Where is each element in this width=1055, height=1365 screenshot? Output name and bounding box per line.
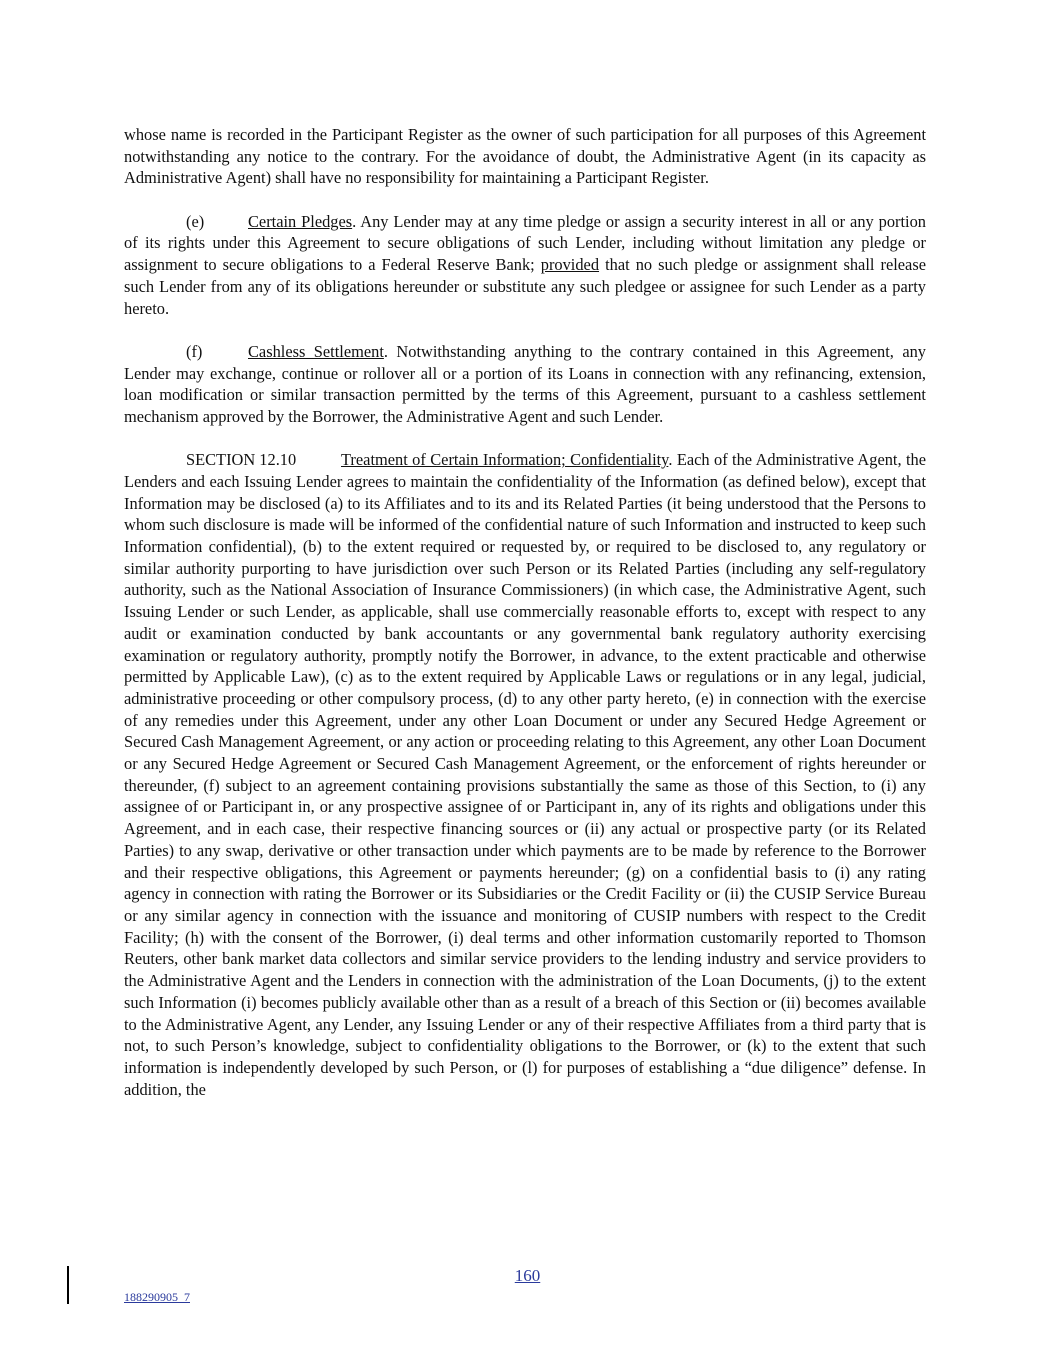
page-number[interactable]: 160	[514, 1266, 541, 1285]
clause-label: (e)	[186, 211, 205, 231]
clause-text: . Notwithstanding anything to the contrary contained in this Agreement, any Lender may exchange, continue or rollover all or a portion of its Loans in connection with any refinancing, extension, loan modification or similar transaction permitted by the terms of this Agreement, pursuant to a cashless settlement mechanism approved by the Borrower, the Administrative Agent and such Lender.	[124, 341, 926, 426]
section-12-10	[124, 449, 926, 1100]
paragraph-continuation	[124, 124, 926, 189]
section-text: . Each of the Administrative Agent, the Lenders and each Issuing Lender agrees to maintain the confidentiality of the Information (as defined below), except that Information may be disclosed (a) to its Affiliates and to its and its Related Parties (it being understood that the Persons to whom such disclosure is made will be informed of the confidential nature of such Information and instructed to keep such Information confidential), (b) to the extent required or requested by, or required to be disclosed to, any regulatory or similar authority purporting to have jurisdiction over such Person or its Related Parties (including any self-regulatory authority, such as the National Association of Insurance Commissioners) (in which case, the Administrative Agent, such Issuing Lender or such Lender, as applicable, shall use commercially reasonable efforts to, except with respect to any audit or examination conducted by bank accountants or any governmental bank regulatory authority exercising examination or regulatory authority, promptly notify the Borrower, in advance, to the extent practicable and otherwise permitted by Applicable Law), (c) as to the extent required by Applicable Laws or regulations or in any legal, judicial, administrative proceeding or other compulsory process, (d) to any other party hereto, (e) in connection with the exercise of any remedies under this Agreement, under any other Loan Document or under any Secured Hedge Agreement or Secured Cash Management Agreement, or any action or proceeding relating to this Agreement, any other Loan Document or any Secured Hedge Agreement or Secured Cash Management Agreement, or the enforcement of rights hereunder or thereunder, (f) subject to an agreement containing provisions substantially the same as those of this Section, to (i) any assignee of or Participant in, or any prospective assignee of or Participant in, any of its rights and obligations under this Agreement, and in each case, their respective financing sources or (ii) any actual or prospective party (or its Related Parties) to any swap, derivative or other transaction under which payments are to be made by reference to the Borrower and their respective obligations, this Agreement or payments hereunder; (g) on a confidential basis to (i) any rating agency in connection with rating the Borrower or its Subsidiaries or the Credit Facility or (ii) the CUSIP Service Bureau or any similar agency in connection with the issuance and monitoring of CUSIP numbers with respect to the Credit Facility; (h) with the consent of the Borrower, (i) deal terms and other information customarily reported to Thomson Reuters, other bank market data collectors and similar service providers to the lending industry and service providers to the Administrative Agent and the Lenders in connection with the administration of the Loan Documents, (j) to the extent such Information (i) becomes publicly available other than as a result of a breach of this Section or (ii) becomes available to the Administrative Agent, any Lender, any Issuing Lender or any of their respective Affiliates from a third party that is not, to such Person’s knowledge, subject to confidentiality obligations to the Borrower, or (k) to the extent that such information is independently developed by such Person, or (l) for purposes of establishing a “due diligence” defense. In addition, the	[124, 450, 926, 1099]
paragraph-text: whose name is recorded in the Participant Register as the owner of such participation for all purposes of this Agreement notwithstanding any notice to the contrary. For the avoidance of doubt, the Administrative Agent (in its capacity as Administrative Agent) shall have no responsibility for maintaining a Participant Register.	[124, 125, 926, 188]
clause-text-continued: that no such pledge or assignment shall release such Lender from any of its obligations hereunder or substitute any such pledgee or assignee for such Lender as a party hereto.	[124, 255, 926, 318]
clause-heading: Certain Pledges	[248, 211, 353, 231]
section-label: SECTION 12.10	[186, 450, 297, 470]
section-heading: Treatment of Certain Information; Confidentiality	[341, 450, 669, 470]
document-body	[124, 124, 926, 1122]
paragraph-cashless-settlement	[124, 341, 926, 428]
provided-term: provided	[540, 255, 600, 275]
clause-label: (f)	[186, 341, 203, 361]
paragraph-certain-pledges	[124, 211, 926, 320]
clause-heading: Cashless Settlement	[248, 341, 384, 361]
clause-text: . Any Lender may at any time pledge or assign a security interest in all or any portion of its rights under this Agreement to secure obligations of such Lender, including without limitation any pledge or assignment to secure obligations to a Federal Reserve Bank;	[124, 211, 926, 275]
document-id[interactable]: 188290905_7	[124, 1290, 190, 1304]
